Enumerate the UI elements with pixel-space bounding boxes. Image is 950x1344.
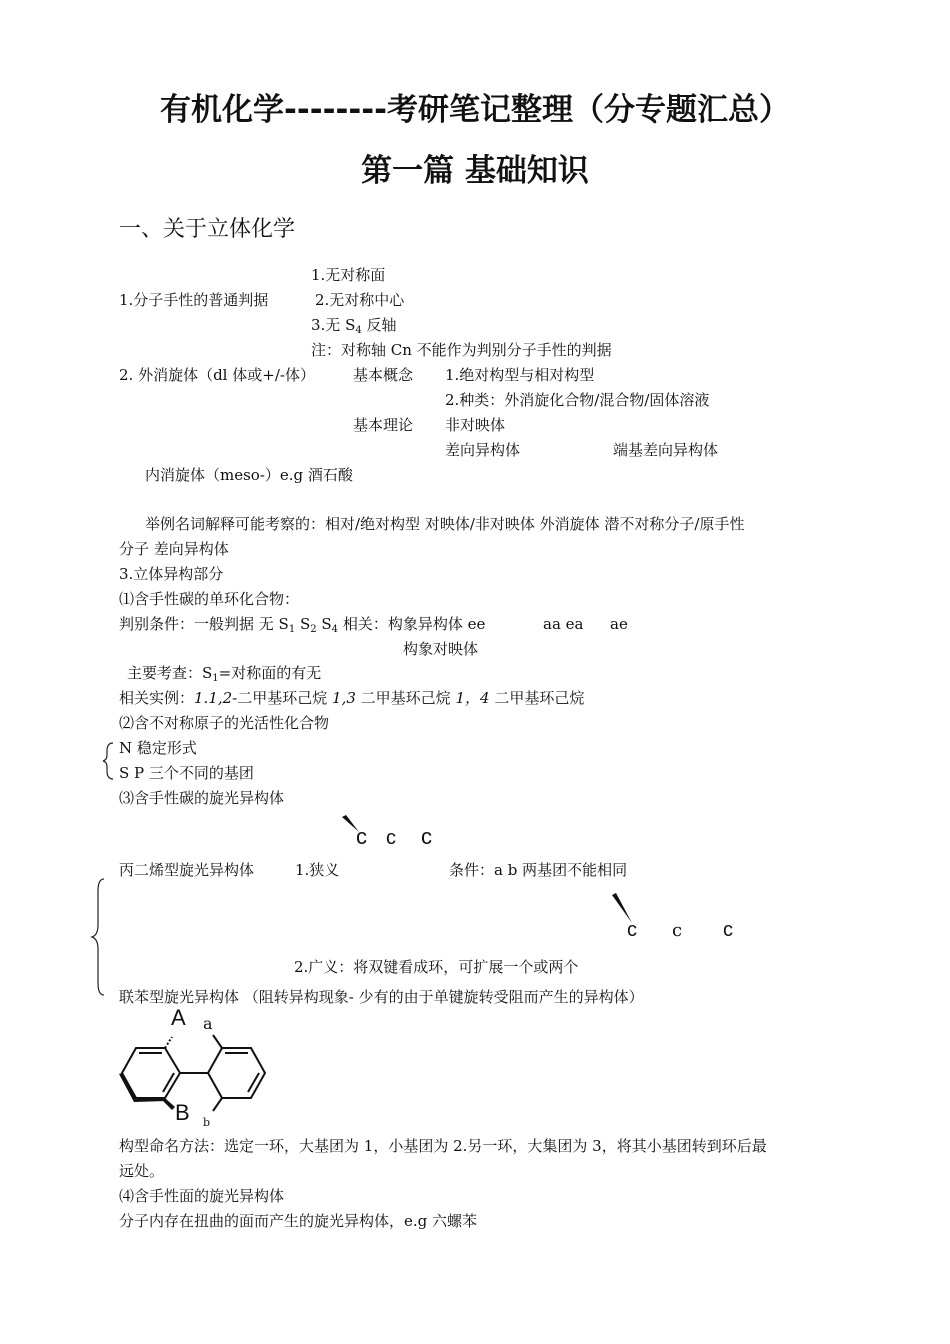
criteria-line: 判别条件：一般判据 无 $S_1$ $S_2$ $S_4$ 相关：构象异构体 ee [119,615,486,635]
biphenyl-group-B: B [175,1100,190,1125]
brace-small [101,741,121,781]
chiral-plane-desc: 分子内存在扭曲的面而产生的旋光异构体，e.g 六螺苯 [119,1212,478,1230]
section-title: 一、关于立体化学 [119,217,296,242]
chirality-criterion-2: 2.无对称中心 [315,291,405,309]
conformer-enantiomer: 构象对映体 [403,640,479,658]
chirality-criterion-1: 1.无对称面 [311,266,386,284]
conformer-aa-ea: aa ea [543,615,584,633]
naming-rule-line-2: 远处。 [119,1162,165,1180]
biphenyl-structure [118,1035,278,1125]
brace-large [90,877,110,997]
stereo-part-1: ⑴含手性碳的单环化合物： [119,590,300,608]
terms-line-1: 举例名词解释可能考察的：相对/绝对构型 对映体/非对映体 外消旋体 潜不对称分子/原手性 [145,515,745,533]
allene-condition: 条件：a b 两基团不能相同 [449,861,628,879]
chirality-label: 1.分子手性的普通判据 [119,291,269,309]
part-title: 第一篇 基础知识 [361,153,589,189]
biphenyl-group-a: a [203,1014,213,1033]
chiral-plane-heading: ⑷含手性面的旋光异构体 [119,1187,285,1205]
allene-label: 丙二烯型旋光异构体 [119,861,255,879]
naming-rule-line-1: 构型命名方法：选定一环，大基团为 1，小基团为 2.另一环，大集团为 3，将其小基团转到环后最 [119,1137,767,1155]
document-title: 有机化学--------考研笔记整理（分专题汇总） [160,92,790,128]
biphenyl-label: 联苯型旋光异构体 （阻转异构现象- 少有的由于单键旋转受阻而产生的异构体） [119,988,644,1006]
stereo-part-3: ⑶含手性碳的旋光异构体 [119,789,285,807]
allene2-atom-2: c [672,920,683,941]
basic-theory-2: 差向异构体 [445,441,521,459]
n-stable-form: N 稳定形式 [119,739,197,757]
allene2-atom-1: c [627,919,637,941]
allene-atom-1: c [356,824,367,849]
racemate-label: 2. 外消旋体（dl 体或+/-体） [119,366,315,384]
basic-concept-2: 2.种类：外消旋化合物/混合物/固体溶液 [445,391,710,409]
basic-concept-1: 1.绝对构型与相对构型 [445,366,595,384]
allene-narrow: 1.狭义 [295,861,340,879]
basic-concept-label: 基本概念 [353,366,414,384]
main-check-line: 主要考查：$S_1=$对称面的有无 [127,664,322,684]
biphenyl-group-b: b [203,1116,211,1129]
terms-line-2: 分子 差向异构体 [119,540,229,558]
allene2-atom-3: c [723,919,733,941]
stereo-heading: 3.立体异构部分 [119,565,224,583]
allene-atom-2: c [386,827,396,849]
sp-three-groups: S P 三个不同的基团 [119,764,254,782]
conformer-ae: ae [610,615,628,633]
basic-theory-3: 端基差向异构体 [613,441,719,459]
allene-atom-3: c [421,824,432,849]
stereo-part-2: ⑵含不对称原子的光活性化合物 [119,714,330,732]
chirality-criterion-3: 3.无 $S_4$ 反轴 [311,316,397,336]
allene-broad: 2.广义：将双键看成环，可扩展一个或两个 [294,958,579,976]
basic-theory-1: 非对映体 [445,416,506,434]
basic-theory-label: 基本理论 [353,416,414,434]
biphenyl-group-A: A [171,1005,186,1030]
chirality-note: 注：对称轴 Cn 不能作为判别分子手性的判据 [311,341,612,359]
examples-line: 相关实例：1.1,2-二甲基环己烷 1,3 二甲基环己烷 1，4 二甲基环己烷 [119,689,585,707]
meso-line: 内消旋体（meso-）e.g 酒石酸 [145,466,353,484]
